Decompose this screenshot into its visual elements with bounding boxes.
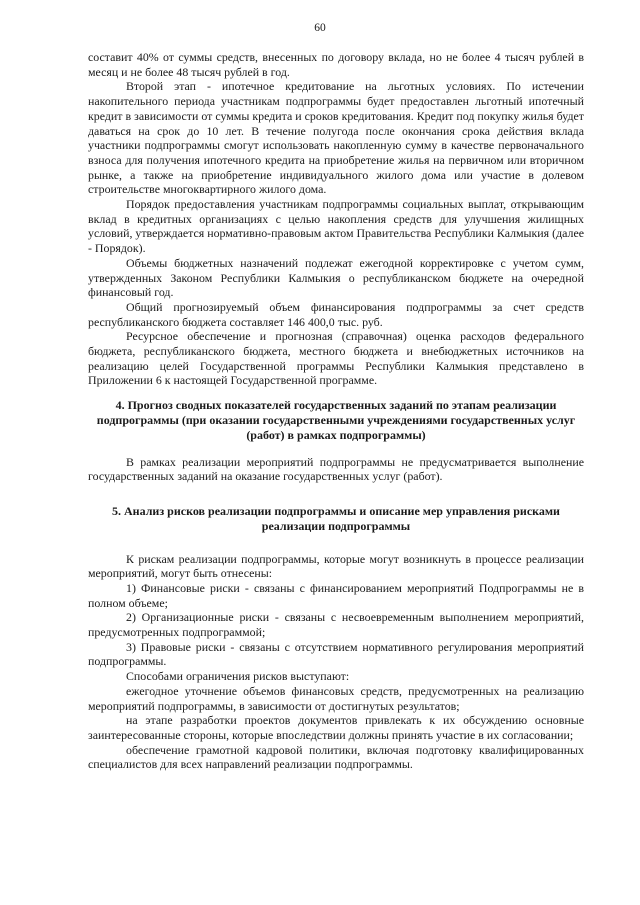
paragraph: Общий прогнозируемый объем финансирования подпрограммы за счет средств республиканского бюджета составляет 146 400,0 тыс. руб. <box>88 299 584 329</box>
list-item: 1) Финансовые риски - связаны с финансированием мероприятий Подпрограммы не в полном объеме; <box>88 580 584 610</box>
paragraph: Способами ограничения рисков выступают: <box>126 669 350 684</box>
page-number: 60 <box>314 22 326 34</box>
list-item: 2) Организационные риски - связаны с несвоевременным выполнением мероприятий, предусмотренных подпрограммой; <box>88 610 584 640</box>
section-heading-5: 5. Анализ рисков реализации подпрограммы и описание мер управления рисками реализации подпрограммы <box>112 503 560 533</box>
section-heading-4: 4. Прогноз сводных показателей государственных заданий по этапам реализации подпрограммы (при оказании государственными учреждениями государственных услуг (работ) в рамках подпрограммы) <box>96 398 576 442</box>
paragraph: В рамках реализации мероприятий подпрограммы не предусматривается выполнение государственных заданий на оказание государственных услуг (работ). <box>88 454 584 484</box>
paragraph: К рискам реализации подпрограммы, которые могут возникнуть в процессе реализации мероприятий, могут быть отнесены: <box>88 551 584 581</box>
list-item: 3) Правовые риски - связаны с отсутствием нормативного регулирования мероприятий подпрограммы. <box>88 639 584 669</box>
paragraph: Второй этап - ипотечное кредитование на льготных условиях. По истечении накопительного периода участникам подпрограммы будет предоставлен льготный ипотечный кредит в зависимости от суммы кредита и сроков кредитования. Кредит под покупку жилья будет даваться на срок до 10 лет. В течение полугода после окончания срока действия вклада участники подпрограммы смогут использовать накопленную сумму в качестве первоначального взноса для получения ипотечного кредита на приобретение жилья на первичном или вторичном рынке, а также на приобретение индивидуального жилого дома или участие в долевом строительстве многоквартирного жилого дома. <box>88 79 584 197</box>
paragraph: Объемы бюджетных назначений подлежат ежегодной корректировке с учетом сумм, утвержденных Законом Республики Калмыкия о республиканском бюджете на очередной финансовый год. <box>88 255 584 300</box>
paragraph: Ресурсное обеспечение и прогнозная (справочная) оценка расходов федерального бюджета, республиканского бюджета, местного бюджета и внебюджетных источников на реализацию целей Государственной программы Республики Калмыкия представлено в Приложении 6 к настоящей Государственной программе. <box>88 329 584 388</box>
paragraph: Порядок предоставления участникам подпрограммы социальных выплат, открывающим вклад в кредитных организациях с целью накопления средств для улучшения жилищных условий, утверждается нормативно-правовым актом Правительства Республики Калмыкия (далее - Порядок). <box>88 197 584 256</box>
list-item: на этапе разработки проектов документов привлекать к их обсуждению основные заинтересованные стороны, которые впоследствии должны принять участие в их согласовании; <box>88 713 584 742</box>
paragraph: составит 40% от суммы средств, внесенных по договору вклада, но не более 4 тысяч рублей в месяц и не более 48 тысяч рублей в год. <box>88 50 584 79</box>
list-item: ежегодное уточнение объемов финансовых средств, предусмотренных на реализацию мероприятий подпрограммы, в зависимости от достигнутых результатов; <box>88 683 584 713</box>
list-item: обеспечение грамотной кадровой политики, включая подготовку квалифицированных специалистов для всех направлений реализации подпрограммы. <box>88 742 584 772</box>
